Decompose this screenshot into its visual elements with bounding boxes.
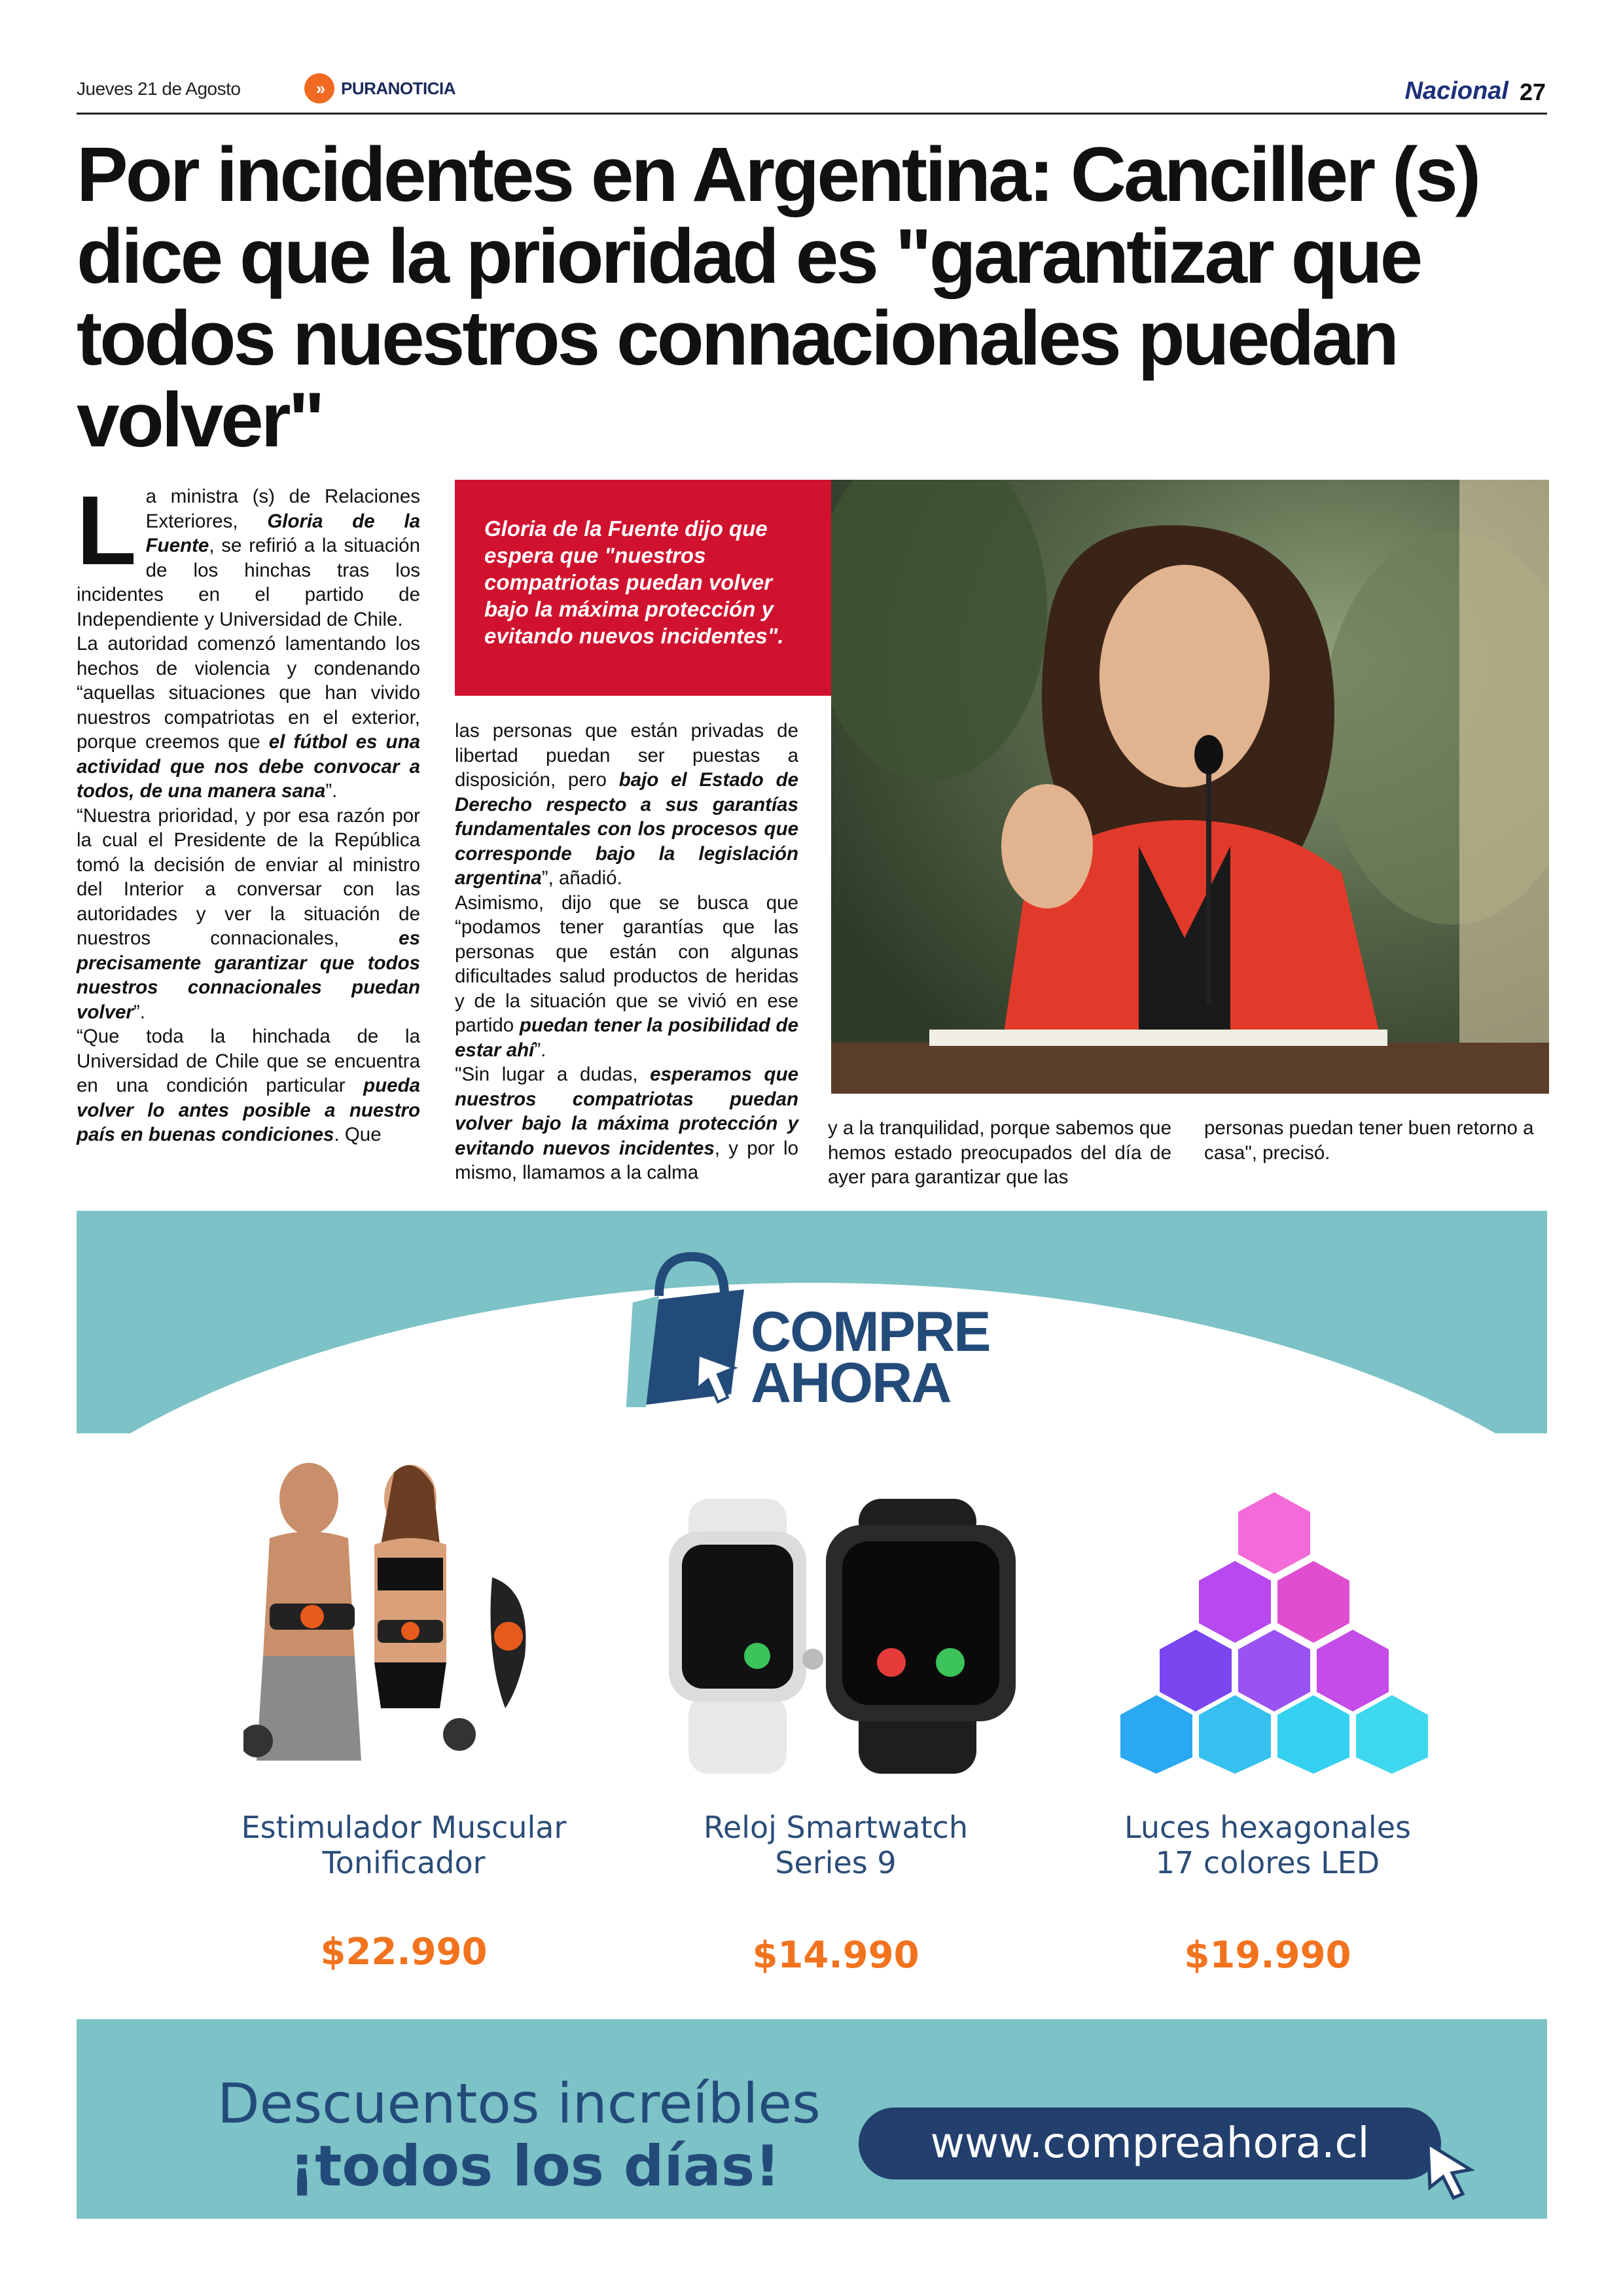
brand-word-1: COMPRE [751, 1300, 990, 1363]
ad-url-link[interactable] [859, 2108, 1441, 2179]
paragraph: “Nuestra prioridad, y por esa razón por la cual el Presidente de la República tomó la decisión de enviar al ministro del Interior a conversar con las autoridades y ver la situación de nuestros connacionales, es precisamente garantizar que todos nuestros connacionales puedan volver”. [77, 804, 420, 1023]
issue-date: Jueves 21 de Agosto [77, 79, 241, 99]
article-column-4: personas puedan tener buen retorno a casa", precisó. [1204, 1117, 1534, 1164]
ad-url-text: www.compreahora.cl [930, 2119, 1370, 2168]
article-column-3: y a la tranquilidad, porque sabemos que hemos estado preocupados del día de ayer para garantizar que las [828, 1117, 1171, 1188]
emphasis: puedan tener la posibilidad de estar ahí [455, 1014, 798, 1061]
shopping-bag-icon [620, 1250, 751, 1414]
pull-quote: Gloria de la Fuente dijo que espera que "nuestros compatriotas puedan volver bajo la máxima protección y evitando nuevos incidentes". [455, 480, 831, 696]
brand-logo [620, 1250, 1143, 1420]
product-price: $19.990 [1184, 1934, 1351, 1977]
advertisement [77, 1211, 1547, 2219]
publication-logo [304, 73, 455, 103]
product-price: $14.990 [752, 1934, 919, 1977]
smartwatch-image [662, 1499, 1029, 1774]
emphasis: pueda volver lo antes posible a nuestro país en buenas condiciones [77, 1075, 420, 1145]
logo-chevron-icon: » [304, 73, 334, 103]
product-name: Luces hexagonales 17 colores LED [1124, 1810, 1411, 1880]
section-name: Nacional [1404, 77, 1508, 105]
paragraph: las personas que están privadas de libertad puedan ser puestas a disposición, pero bajo el Estado de Derecho respecto a sus garantías fundamentales con los procesos que corresponde bajo la legislación argentina”, añadió. [455, 720, 798, 889]
paragraph: Asimismo, dijo que se busca que “podamos tener garantías que las personas que están con algunas dificultades salud productos de heridas y de la situación que se vivió en ese partido puedan tener la posibilidad de estar ahí”. [455, 891, 798, 1061]
headline: Por incidentes en Argentina: Canciller (s) dice que la prioridad es "garantizar que todos nuestros connacionales puedan volver" [77, 132, 1479, 463]
emphasis: Gloria de la Fuente [145, 510, 420, 556]
drop-cap: L [77, 475, 137, 585]
emphasis: es precisamente garantizar que todos nuestros connacionales puedan volver [77, 927, 420, 1023]
product-name: Estimulador Muscular Tonificador [241, 1810, 567, 1880]
page-number: 27 [1519, 79, 1546, 105]
cursor-arrow-icon [1425, 2140, 1477, 2202]
ad-tagline-emphasis: ¡todos los días! [289, 2134, 781, 2199]
article-photo [831, 480, 1549, 1094]
emphasis: el fútbol es una actividad que nos debe convocar a todos, de una manera sana [77, 731, 421, 802]
brand-word-2: AHORA [751, 1352, 951, 1414]
logo-text: PURANOTICIA [341, 78, 456, 98]
product-name: Reloj Smartwatch Series 9 [704, 1810, 968, 1880]
muscle-stimulator-image [243, 1460, 558, 1780]
paragraph: “Que toda la hinchada de la Universidad de Chile que se encuentra en una condición particular pueda volver lo antes posible a nuestro país en buenas condiciones. Que [77, 1026, 420, 1145]
paragraph: "Sin lugar a dudas, esperamos que nuestros compatriotas puedan volver bajo la máxima protección y evitando nuevos incidentes, y por lo mismo, llamamos a la calma [455, 1064, 798, 1183]
paragraph: a ministra (s) de Relaciones Exteriores, Gloria de la Fuente, se refirió a la situación de los hinchas tras los incidentes en el partido de Independiente y Universidad de Chile. [77, 486, 420, 630]
hexagon-lights-image [1120, 1492, 1428, 1774]
header-divider [77, 113, 1547, 115]
ad-tagline: Descuentos increíbles [217, 2072, 821, 2136]
article-column-1 [77, 475, 421, 1147]
paragraph: La autoridad comenzó lamentando los hechos de violencia y condenando “aquellas situaciones que han vivido nuestros compatriotas en el exterior, porque creemos que el fútbol es una actividad que nos debe convocar a todos, de una manera sana”. [77, 633, 421, 802]
speaker-photo-illustration [831, 480, 1549, 1094]
emphasis: esperamos que nuestros compatriotas puedan volver bajo la máxima protección y evitando nuevos incidentes [455, 1064, 798, 1159]
emphasis: bajo el Estado de Derecho respecto a sus garantías fundamentales con los procesos que corresponde bajo la legislación argentina [455, 769, 798, 889]
product-price: $22.990 [320, 1931, 488, 1973]
article-column-2 [455, 719, 798, 1185]
